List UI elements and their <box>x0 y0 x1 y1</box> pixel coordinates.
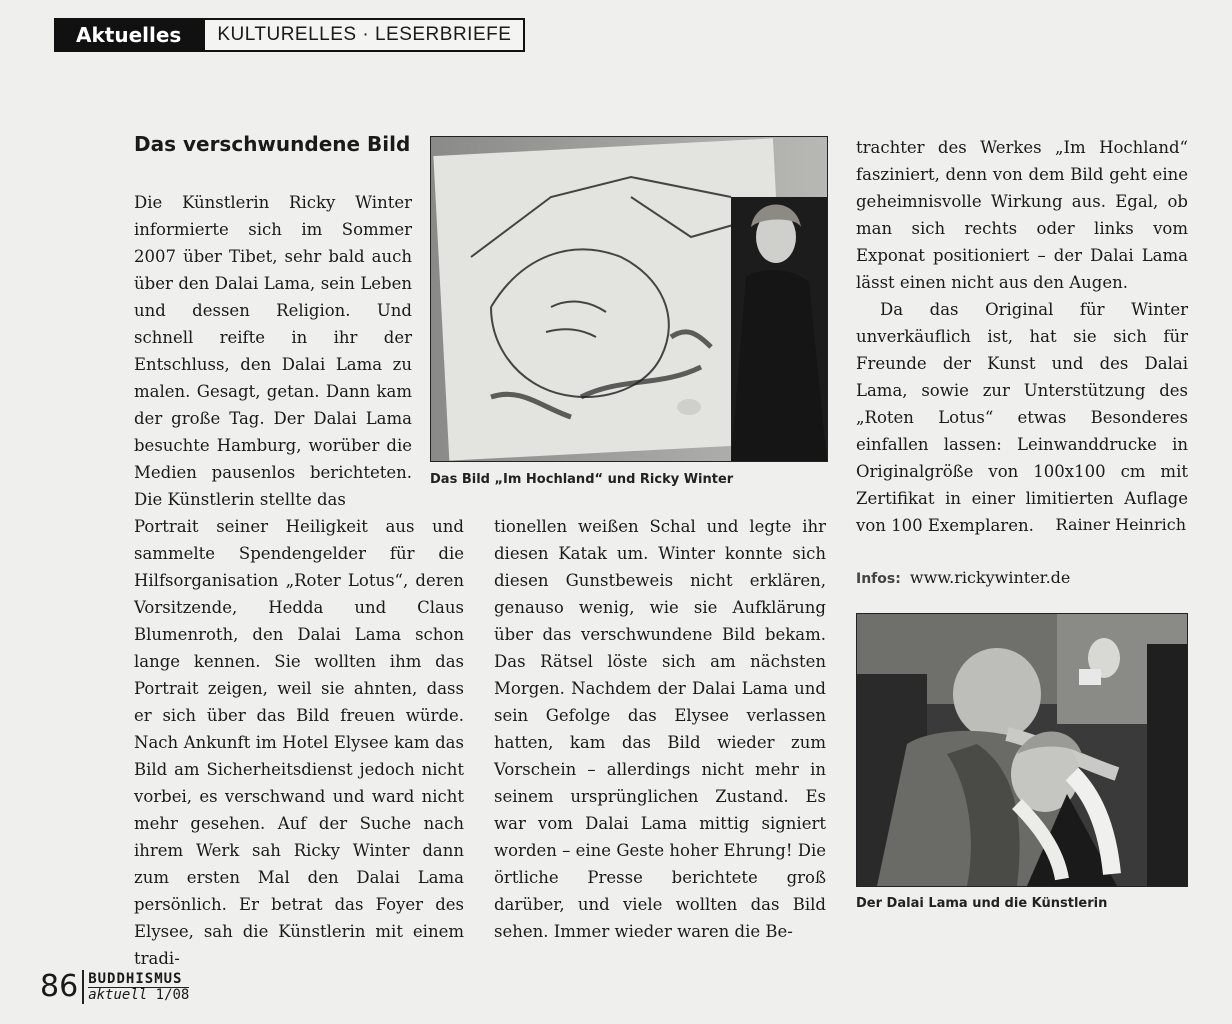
photo-caption: Der Dalai Lama und die Künstlerin <box>856 896 1108 911</box>
dalai-lama-photo <box>856 613 1188 887</box>
magazine-logo <box>84 972 189 1003</box>
paragraph: tionellen weißen Schal und legte ihr diesen Katak um. Winter konnte sich diesen Gunstbeweis nicht erklären, genauso wenig, wie sie Aufklärung über das verschwundene Bild bekam. Das Rätsel löste sich am nächsten Morgen. Nachdem der Dalai Lama und sein Gefolge das Elysee verlassen hatten, kam das Bild wieder zum Vorschein – allerdings nicht mehr in seinem ursprünglichen Zustand. Es war vom Dalai Lama mittig signiert worden – eine Geste hoher Ehrung! Die örtliche Presse berichtete groß darüber, und viele wollten das Bild sehen. Immer wieder waren die Be- <box>494 517 826 941</box>
photo-caption: Das Bild „Im Hochland“ und Ricky Winter <box>430 472 734 487</box>
author-byline: Rainer Heinrich <box>1055 515 1186 534</box>
tab-aktuelles: Aktuelles <box>54 18 203 52</box>
article-column-2 <box>494 513 826 945</box>
issue-word: aktuell <box>88 986 148 1003</box>
magazine-issue <box>88 988 189 1003</box>
paragraph: Die Künstlerin Ricky Winter informierte sich im Sommer 2007 über Tibet, sehr bald auch über den Dalai Lama, sein Leben und dessen Religion. Und schnell reifte in ihr der Entschluss, den Dalai Lama zu malen. Gesagt, getan. Dann kam der große Tag. Der Dalai Lama besuchte Hamburg, worüber die Medien pausenlos berichteten. Die Künstlerin stellte das <box>134 193 412 509</box>
infos-url: www.rickywinter.de <box>909 568 1071 587</box>
magazine-name: BUDDHISMUS <box>88 972 189 988</box>
section-labels: KULTURELLES · LESERBRIEFE <box>203 18 525 52</box>
page-footer <box>40 970 189 1004</box>
infos-line <box>856 568 1070 587</box>
paragraph: trachter des Werkes „Im Hochland“ fasziniert, denn von dem Bild geht eine geheimnisvolle Wirkung aus. Egal, ob man sich rechts oder links vom Exponat positioniert – der Dalai Lama lässt einen nicht aus den Augen. <box>856 138 1188 292</box>
paragraph: Da das Original für Winter unverkäuflich ist, hat sie sich für Freunde der Kunst und des Dalai Lama, sowie zur Unterstützung des „Roten Lotus“ etwas Besonderes einfallen lassen: Leinwanddrucke in Originalgröße von 100x100 cm mit Zertifikat in einer limitierten Auflage von 100 Exemplaren. <box>856 300 1188 535</box>
article-column-1-bottom <box>134 513 464 972</box>
section-header <box>54 18 525 52</box>
issue-number: 1/08 <box>155 986 190 1003</box>
article-column-3 <box>856 134 1188 539</box>
page-number: 86 <box>40 970 84 1004</box>
article-column-1-top <box>134 189 412 513</box>
painting-photo <box>430 136 828 462</box>
infos-label: Infos: <box>856 571 901 587</box>
paragraph: Portrait seiner Heiligkeit aus und sammelte Spendengelder für die Hilfsorganisation „Roter Lotus“, deren Vorsitzende, Hedda und Claus Blumenroth, den Dalai Lama schon lange kennen. Sie wollten ihm das Portrait zeigen, weil sie ahnten, dass er sich über das Bild freuen würde. Nach Ankunft im Hotel Elysee kam das Bild am Sicherheitsdienst jedoch nicht vorbei, es verschwand und ward nicht mehr gesehen. Auf der Suche nach ihrem Werk sah Ricky Winter dann zum ersten Mal den Dalai Lama persönlich. Er betrat das Foyer des Elysee, sah die Künstlerin mit einem tradi- <box>134 517 464 968</box>
article-title: Das verschwundene Bild <box>134 132 411 156</box>
